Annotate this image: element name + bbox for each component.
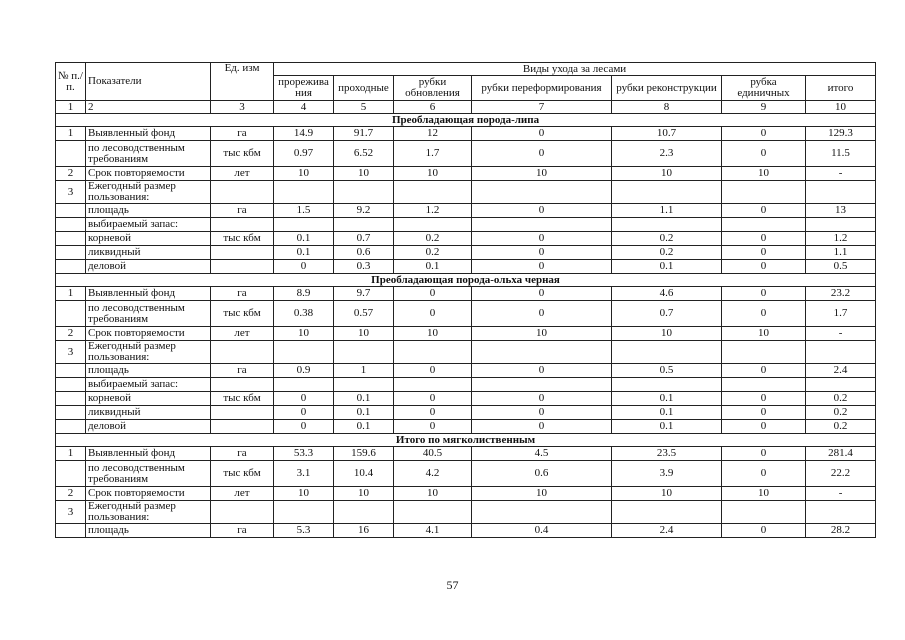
- row-number: [56, 378, 86, 392]
- value-cell: [394, 341, 472, 364]
- value-cell: [806, 501, 876, 524]
- value-cell: 0: [274, 420, 334, 434]
- value-cell: [472, 181, 612, 204]
- row-number: 2: [56, 167, 86, 181]
- table-row: [56, 406, 876, 420]
- value-cell: 0.1: [394, 260, 472, 274]
- value-cell: [274, 378, 334, 392]
- table-row: [56, 167, 876, 181]
- row-unit: тыс кбм: [211, 232, 274, 246]
- value-cell: 0: [722, 287, 806, 301]
- value-cell: 0: [722, 246, 806, 260]
- table-row: [56, 301, 876, 327]
- value-cell: 10: [394, 167, 472, 181]
- row-unit: [211, 420, 274, 434]
- value-cell: 6.52: [334, 141, 394, 167]
- value-cell: 0.9: [274, 364, 334, 378]
- table-row: [56, 378, 876, 392]
- value-cell: 0.57: [334, 301, 394, 327]
- value-cell: 10: [274, 327, 334, 341]
- value-cell: 23.2: [806, 287, 876, 301]
- value-cell: 23.5: [612, 447, 722, 461]
- value-cell: 1.5: [274, 204, 334, 218]
- value-cell: [806, 341, 876, 364]
- value-cell: 10: [394, 327, 472, 341]
- value-cell: 4.5: [472, 447, 612, 461]
- column-number: 6: [394, 101, 472, 114]
- table-row: [56, 218, 876, 232]
- value-cell: 2.4: [806, 364, 876, 378]
- row-number: 3: [56, 341, 86, 364]
- value-cell: 0: [722, 461, 806, 487]
- value-cell: [472, 501, 612, 524]
- value-cell: 12: [394, 127, 472, 141]
- row-indicator: Срок повторяемости: [86, 487, 211, 501]
- row-indicator: Ежегодный размер пользования:: [86, 341, 211, 364]
- value-cell: 1.7: [394, 141, 472, 167]
- row-indicator: ликвидный: [86, 406, 211, 420]
- value-cell: 10.7: [612, 127, 722, 141]
- section-title: Итого по мягколиственным: [56, 434, 876, 447]
- value-cell: 0.6: [472, 461, 612, 487]
- value-cell: 0.1: [334, 406, 394, 420]
- table-row: [56, 141, 876, 167]
- value-cell: 1: [334, 364, 394, 378]
- value-cell: 0: [722, 406, 806, 420]
- value-cell: 0.5: [806, 260, 876, 274]
- row-number: [56, 524, 86, 538]
- value-cell: 0: [274, 392, 334, 406]
- value-cell: 0: [472, 127, 612, 141]
- table-row: [56, 341, 876, 364]
- value-cell: 0: [394, 364, 472, 378]
- value-cell: 0: [472, 232, 612, 246]
- value-cell: 129.3: [806, 127, 876, 141]
- table-row: [56, 181, 876, 204]
- row-indicator: ликвидный: [86, 246, 211, 260]
- value-cell: 10: [334, 167, 394, 181]
- column-number: 5: [334, 101, 394, 114]
- value-cell: 0.38: [274, 301, 334, 327]
- value-cell: 0.1: [274, 232, 334, 246]
- row-number: [56, 461, 86, 487]
- value-cell: 1.2: [806, 232, 876, 246]
- value-cell: [334, 341, 394, 364]
- row-number: [56, 364, 86, 378]
- header-col: рубки обновления: [394, 76, 472, 101]
- value-cell: 281.4: [806, 447, 876, 461]
- column-number: 1: [56, 101, 86, 114]
- value-cell: 10: [334, 487, 394, 501]
- value-cell: [612, 501, 722, 524]
- row-unit: га: [211, 524, 274, 538]
- value-cell: 0.2: [612, 246, 722, 260]
- header-col: итого: [806, 76, 876, 101]
- value-cell: 1.7: [806, 301, 876, 327]
- header-num: № п./п.: [56, 63, 86, 101]
- value-cell: 0: [722, 364, 806, 378]
- row-indicator: выбираемый запас:: [86, 378, 211, 392]
- row-unit: га: [211, 447, 274, 461]
- value-cell: -: [806, 487, 876, 501]
- header-group: Виды ухода за лесами: [274, 63, 876, 76]
- row-unit: га: [211, 204, 274, 218]
- value-cell: 0.1: [612, 406, 722, 420]
- row-indicator: Срок повторяемости: [86, 167, 211, 181]
- value-cell: 4.6: [612, 287, 722, 301]
- column-number: 4: [274, 101, 334, 114]
- value-cell: 0: [394, 392, 472, 406]
- value-cell: [394, 501, 472, 524]
- value-cell: 0.2: [806, 392, 876, 406]
- value-cell: 0: [722, 204, 806, 218]
- value-cell: 0: [472, 260, 612, 274]
- section-header-row: [56, 434, 876, 447]
- value-cell: 0.1: [334, 420, 394, 434]
- value-cell: [472, 378, 612, 392]
- row-indicator: Выявленный фонд: [86, 287, 211, 301]
- value-cell: -: [806, 327, 876, 341]
- row-number: [56, 420, 86, 434]
- value-cell: [806, 181, 876, 204]
- value-cell: 9.2: [334, 204, 394, 218]
- value-cell: 14.9: [274, 127, 334, 141]
- row-number: [56, 301, 86, 327]
- value-cell: 0: [722, 260, 806, 274]
- row-unit: га: [211, 287, 274, 301]
- value-cell: 10: [472, 487, 612, 501]
- column-number: 10: [806, 101, 876, 114]
- column-number: 3: [211, 101, 274, 114]
- value-cell: 0: [722, 301, 806, 327]
- value-cell: 0: [722, 127, 806, 141]
- header-col: проходные: [334, 76, 394, 101]
- value-cell: 4.1: [394, 524, 472, 538]
- value-cell: 0: [472, 392, 612, 406]
- value-cell: [612, 341, 722, 364]
- value-cell: 4.2: [394, 461, 472, 487]
- row-number: [56, 246, 86, 260]
- value-cell: 0.97: [274, 141, 334, 167]
- row-indicator: Ежегодный размер пользования:: [86, 501, 211, 524]
- value-cell: 0.2: [394, 232, 472, 246]
- value-cell: 22.2: [806, 461, 876, 487]
- row-indicator: по лесоводственным требованиям: [86, 301, 211, 327]
- value-cell: [472, 341, 612, 364]
- value-cell: 0: [472, 364, 612, 378]
- value-cell: [274, 341, 334, 364]
- row-number: [56, 218, 86, 232]
- row-indicator: площадь: [86, 204, 211, 218]
- header-col: рубки реконструкции: [612, 76, 722, 101]
- row-unit: тыс кбм: [211, 301, 274, 327]
- value-cell: 0: [274, 260, 334, 274]
- row-number: [56, 406, 86, 420]
- row-indicator: площадь: [86, 524, 211, 538]
- row-unit: [211, 406, 274, 420]
- column-number: 2: [86, 101, 211, 114]
- value-cell: 10.4: [334, 461, 394, 487]
- value-cell: 10: [612, 327, 722, 341]
- value-cell: [334, 378, 394, 392]
- value-cell: 0.1: [334, 392, 394, 406]
- value-cell: [274, 501, 334, 524]
- value-cell: 0.7: [612, 301, 722, 327]
- row-unit: лет: [211, 327, 274, 341]
- header-col: рубка единичных: [722, 76, 806, 101]
- value-cell: 10: [722, 167, 806, 181]
- value-cell: 53.3: [274, 447, 334, 461]
- value-cell: 5.3: [274, 524, 334, 538]
- value-cell: 0: [394, 406, 472, 420]
- value-cell: 0.1: [612, 420, 722, 434]
- table-row: [56, 461, 876, 487]
- row-indicator: Ежегодный размер пользования:: [86, 181, 211, 204]
- row-number: [56, 260, 86, 274]
- row-indicator: Выявленный фонд: [86, 127, 211, 141]
- document-page: [55, 62, 875, 538]
- row-number: 2: [56, 487, 86, 501]
- value-cell: [612, 218, 722, 232]
- value-cell: 1.1: [806, 246, 876, 260]
- value-cell: [612, 378, 722, 392]
- value-cell: [722, 181, 806, 204]
- value-cell: 3.9: [612, 461, 722, 487]
- value-cell: [334, 181, 394, 204]
- value-cell: 0: [394, 301, 472, 327]
- row-indicator: Выявленный фонд: [86, 447, 211, 461]
- table-row: [56, 232, 876, 246]
- row-indicator: деловой: [86, 420, 211, 434]
- row-number: 1: [56, 287, 86, 301]
- row-unit: лет: [211, 487, 274, 501]
- value-cell: 16: [334, 524, 394, 538]
- value-cell: 10: [722, 487, 806, 501]
- table-row: [56, 246, 876, 260]
- value-cell: 0.5: [612, 364, 722, 378]
- value-cell: 11.5: [806, 141, 876, 167]
- header-indicators: Показатели: [86, 63, 211, 101]
- value-cell: 0: [722, 232, 806, 246]
- row-indicator: по лесоводственным требованиям: [86, 461, 211, 487]
- header-col: рубки переформирования: [472, 76, 612, 101]
- row-indicator: по лесоводственным требованиям: [86, 141, 211, 167]
- table-row: [56, 204, 876, 218]
- value-cell: 0: [472, 287, 612, 301]
- value-cell: [334, 501, 394, 524]
- row-number: 3: [56, 501, 86, 524]
- value-cell: 3.1: [274, 461, 334, 487]
- table-row: [56, 392, 876, 406]
- column-number: 9: [722, 101, 806, 114]
- value-cell: 0: [722, 141, 806, 167]
- value-cell: [472, 218, 612, 232]
- row-unit: га: [211, 127, 274, 141]
- value-cell: 0.3: [334, 260, 394, 274]
- table-row: [56, 327, 876, 341]
- value-cell: [806, 218, 876, 232]
- value-cell: 0: [472, 301, 612, 327]
- row-unit: [211, 260, 274, 274]
- forest-care-table: [55, 62, 876, 538]
- section-title: Преобладающая порода-ольха черная: [56, 274, 876, 287]
- row-unit: га: [211, 364, 274, 378]
- value-cell: [612, 181, 722, 204]
- value-cell: [722, 341, 806, 364]
- value-cell: 0: [722, 447, 806, 461]
- value-cell: 2.3: [612, 141, 722, 167]
- row-unit: [211, 501, 274, 524]
- row-number: [56, 204, 86, 218]
- value-cell: 159.6: [334, 447, 394, 461]
- value-cell: 0.2: [394, 246, 472, 260]
- value-cell: 10: [394, 487, 472, 501]
- row-unit: [211, 218, 274, 232]
- row-number: 1: [56, 127, 86, 141]
- value-cell: 0: [472, 246, 612, 260]
- table-row: [56, 260, 876, 274]
- table-row: [56, 287, 876, 301]
- table-row: [56, 127, 876, 141]
- value-cell: 10: [722, 327, 806, 341]
- value-cell: 10: [334, 327, 394, 341]
- table-row: [56, 447, 876, 461]
- value-cell: 0.1: [612, 392, 722, 406]
- value-cell: 0.2: [806, 406, 876, 420]
- header-col: прорежива ния: [274, 76, 334, 101]
- row-unit: тыс кбм: [211, 141, 274, 167]
- header-unit: Ед. изм: [211, 63, 274, 101]
- value-cell: 0.1: [274, 246, 334, 260]
- value-cell: 10: [274, 167, 334, 181]
- value-cell: 0.1: [612, 260, 722, 274]
- row-indicator: корневой: [86, 232, 211, 246]
- row-indicator: выбираемый запас:: [86, 218, 211, 232]
- value-cell: 10: [274, 487, 334, 501]
- value-cell: 2.4: [612, 524, 722, 538]
- value-cell: 0.2: [806, 420, 876, 434]
- value-cell: 13: [806, 204, 876, 218]
- value-cell: 0: [722, 420, 806, 434]
- table-row: [56, 487, 876, 501]
- row-number: [56, 392, 86, 406]
- value-cell: 28.2: [806, 524, 876, 538]
- value-cell: 10: [472, 167, 612, 181]
- value-cell: 0: [722, 392, 806, 406]
- section-title: Преобладающая порода-липа: [56, 114, 876, 127]
- value-cell: [722, 218, 806, 232]
- value-cell: 10: [472, 327, 612, 341]
- value-cell: 0.4: [472, 524, 612, 538]
- value-cell: 0.2: [612, 232, 722, 246]
- column-number: 7: [472, 101, 612, 114]
- value-cell: [334, 218, 394, 232]
- value-cell: 1.1: [612, 204, 722, 218]
- row-indicator: деловой: [86, 260, 211, 274]
- value-cell: 10: [612, 167, 722, 181]
- row-unit: тыс кбм: [211, 392, 274, 406]
- row-indicator: корневой: [86, 392, 211, 406]
- row-unit: тыс кбм: [211, 461, 274, 487]
- value-cell: 0: [722, 524, 806, 538]
- row-unit: [211, 378, 274, 392]
- row-number: 2: [56, 327, 86, 341]
- table-row: [56, 501, 876, 524]
- table-row: [56, 364, 876, 378]
- value-cell: -: [806, 167, 876, 181]
- row-number: 3: [56, 181, 86, 204]
- value-cell: [722, 378, 806, 392]
- value-cell: [806, 378, 876, 392]
- value-cell: [722, 501, 806, 524]
- section-header-row: [56, 114, 876, 127]
- page-number: 57: [446, 578, 459, 592]
- row-indicator: Срок повторяемости: [86, 327, 211, 341]
- value-cell: 0.6: [334, 246, 394, 260]
- value-cell: 40.5: [394, 447, 472, 461]
- value-cell: 0: [472, 406, 612, 420]
- value-cell: 9.7: [334, 287, 394, 301]
- value-cell: 10: [612, 487, 722, 501]
- row-number: [56, 232, 86, 246]
- row-indicator: площадь: [86, 364, 211, 378]
- value-cell: 0: [394, 287, 472, 301]
- row-unit: [211, 246, 274, 260]
- value-cell: [274, 218, 334, 232]
- row-number: [56, 141, 86, 167]
- table-row: [56, 524, 876, 538]
- table-body: [56, 114, 876, 538]
- value-cell: 0: [472, 204, 612, 218]
- row-unit: лет: [211, 167, 274, 181]
- value-cell: [394, 218, 472, 232]
- value-cell: [394, 181, 472, 204]
- value-cell: 1.2: [394, 204, 472, 218]
- column-number: 8: [612, 101, 722, 114]
- table-row: [56, 420, 876, 434]
- row-number: 1: [56, 447, 86, 461]
- section-header-row: [56, 274, 876, 287]
- value-cell: 91.7: [334, 127, 394, 141]
- value-cell: 0: [472, 420, 612, 434]
- value-cell: 0: [274, 406, 334, 420]
- row-unit: [211, 181, 274, 204]
- value-cell: 0: [472, 141, 612, 167]
- value-cell: [394, 378, 472, 392]
- value-cell: [274, 181, 334, 204]
- value-cell: 0.7: [334, 232, 394, 246]
- value-cell: 0: [394, 420, 472, 434]
- value-cell: 8.9: [274, 287, 334, 301]
- row-unit: [211, 341, 274, 364]
